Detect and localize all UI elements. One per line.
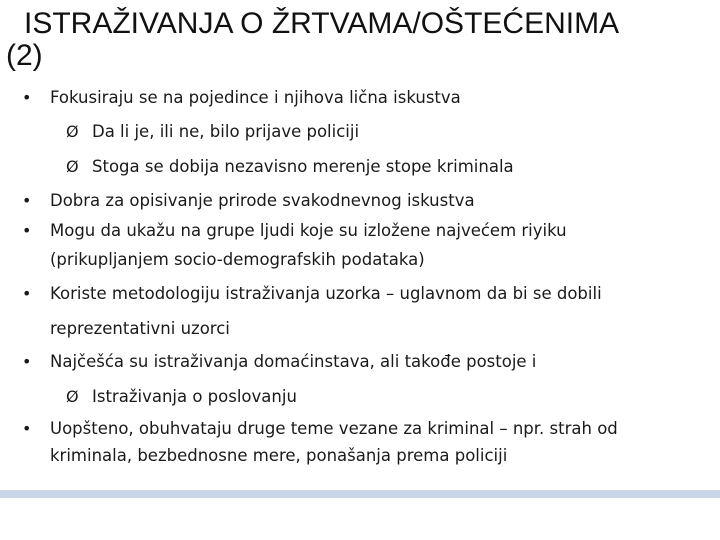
- bullet-text: Uopšteno, obuhvataju druge teme vezane za kriminal – npr. strah od: [50, 419, 618, 438]
- arrow-bullet-icon: Ø: [66, 387, 79, 406]
- bullet-text: Koriste metodologiju istraživanja uzorka – uglavnom da bi se dobili: [50, 284, 602, 303]
- sub-bullet-text: Da li je, ili ne, bilo prijave policiji: [92, 122, 360, 141]
- bullet-icon: •: [22, 419, 32, 438]
- bullet-text-continuation: kriminala, bezbednosne mere, ponašanja prema policiji: [50, 446, 508, 465]
- bullet-text: Dobra za opisivanje prirode svakodnevnog iskustva: [50, 191, 475, 210]
- arrow-bullet-icon: Ø: [66, 122, 79, 141]
- bottom-accent-bar: [0, 490, 720, 498]
- bullet-text: Najčešća su istraživanja domaćinstava, ali takođe postoje i: [50, 352, 537, 371]
- bullet-text-continuation: (prikupljanjem socio-demografskih podataka): [50, 250, 425, 269]
- bullet-icon: •: [22, 88, 32, 107]
- bullet-text: Mogu da ukažu na grupe ljudi koje su izložene najvećem riyiku: [50, 221, 567, 240]
- slide-title-line1: ISTRAŽIVANJA O ŽRTVAMA/OŠTEĆENIMA: [24, 7, 620, 40]
- bullet-icon: •: [22, 221, 32, 240]
- bullet-icon: •: [22, 284, 32, 303]
- slide-title-line2: (2): [6, 39, 43, 72]
- arrow-bullet-icon: Ø: [66, 157, 79, 176]
- sub-bullet-text: Stoga se dobija nezavisno merenje stope kriminala: [92, 157, 514, 176]
- bullet-icon: •: [22, 352, 32, 371]
- bullet-icon: •: [22, 191, 32, 210]
- bullet-text: Fokusiraju se na pojedince i njihova lična iskustva: [50, 88, 461, 107]
- bullet-text-continuation: reprezentativni uzorci: [50, 319, 230, 338]
- sub-bullet-text: Istraživanja o poslovanju: [92, 387, 297, 406]
